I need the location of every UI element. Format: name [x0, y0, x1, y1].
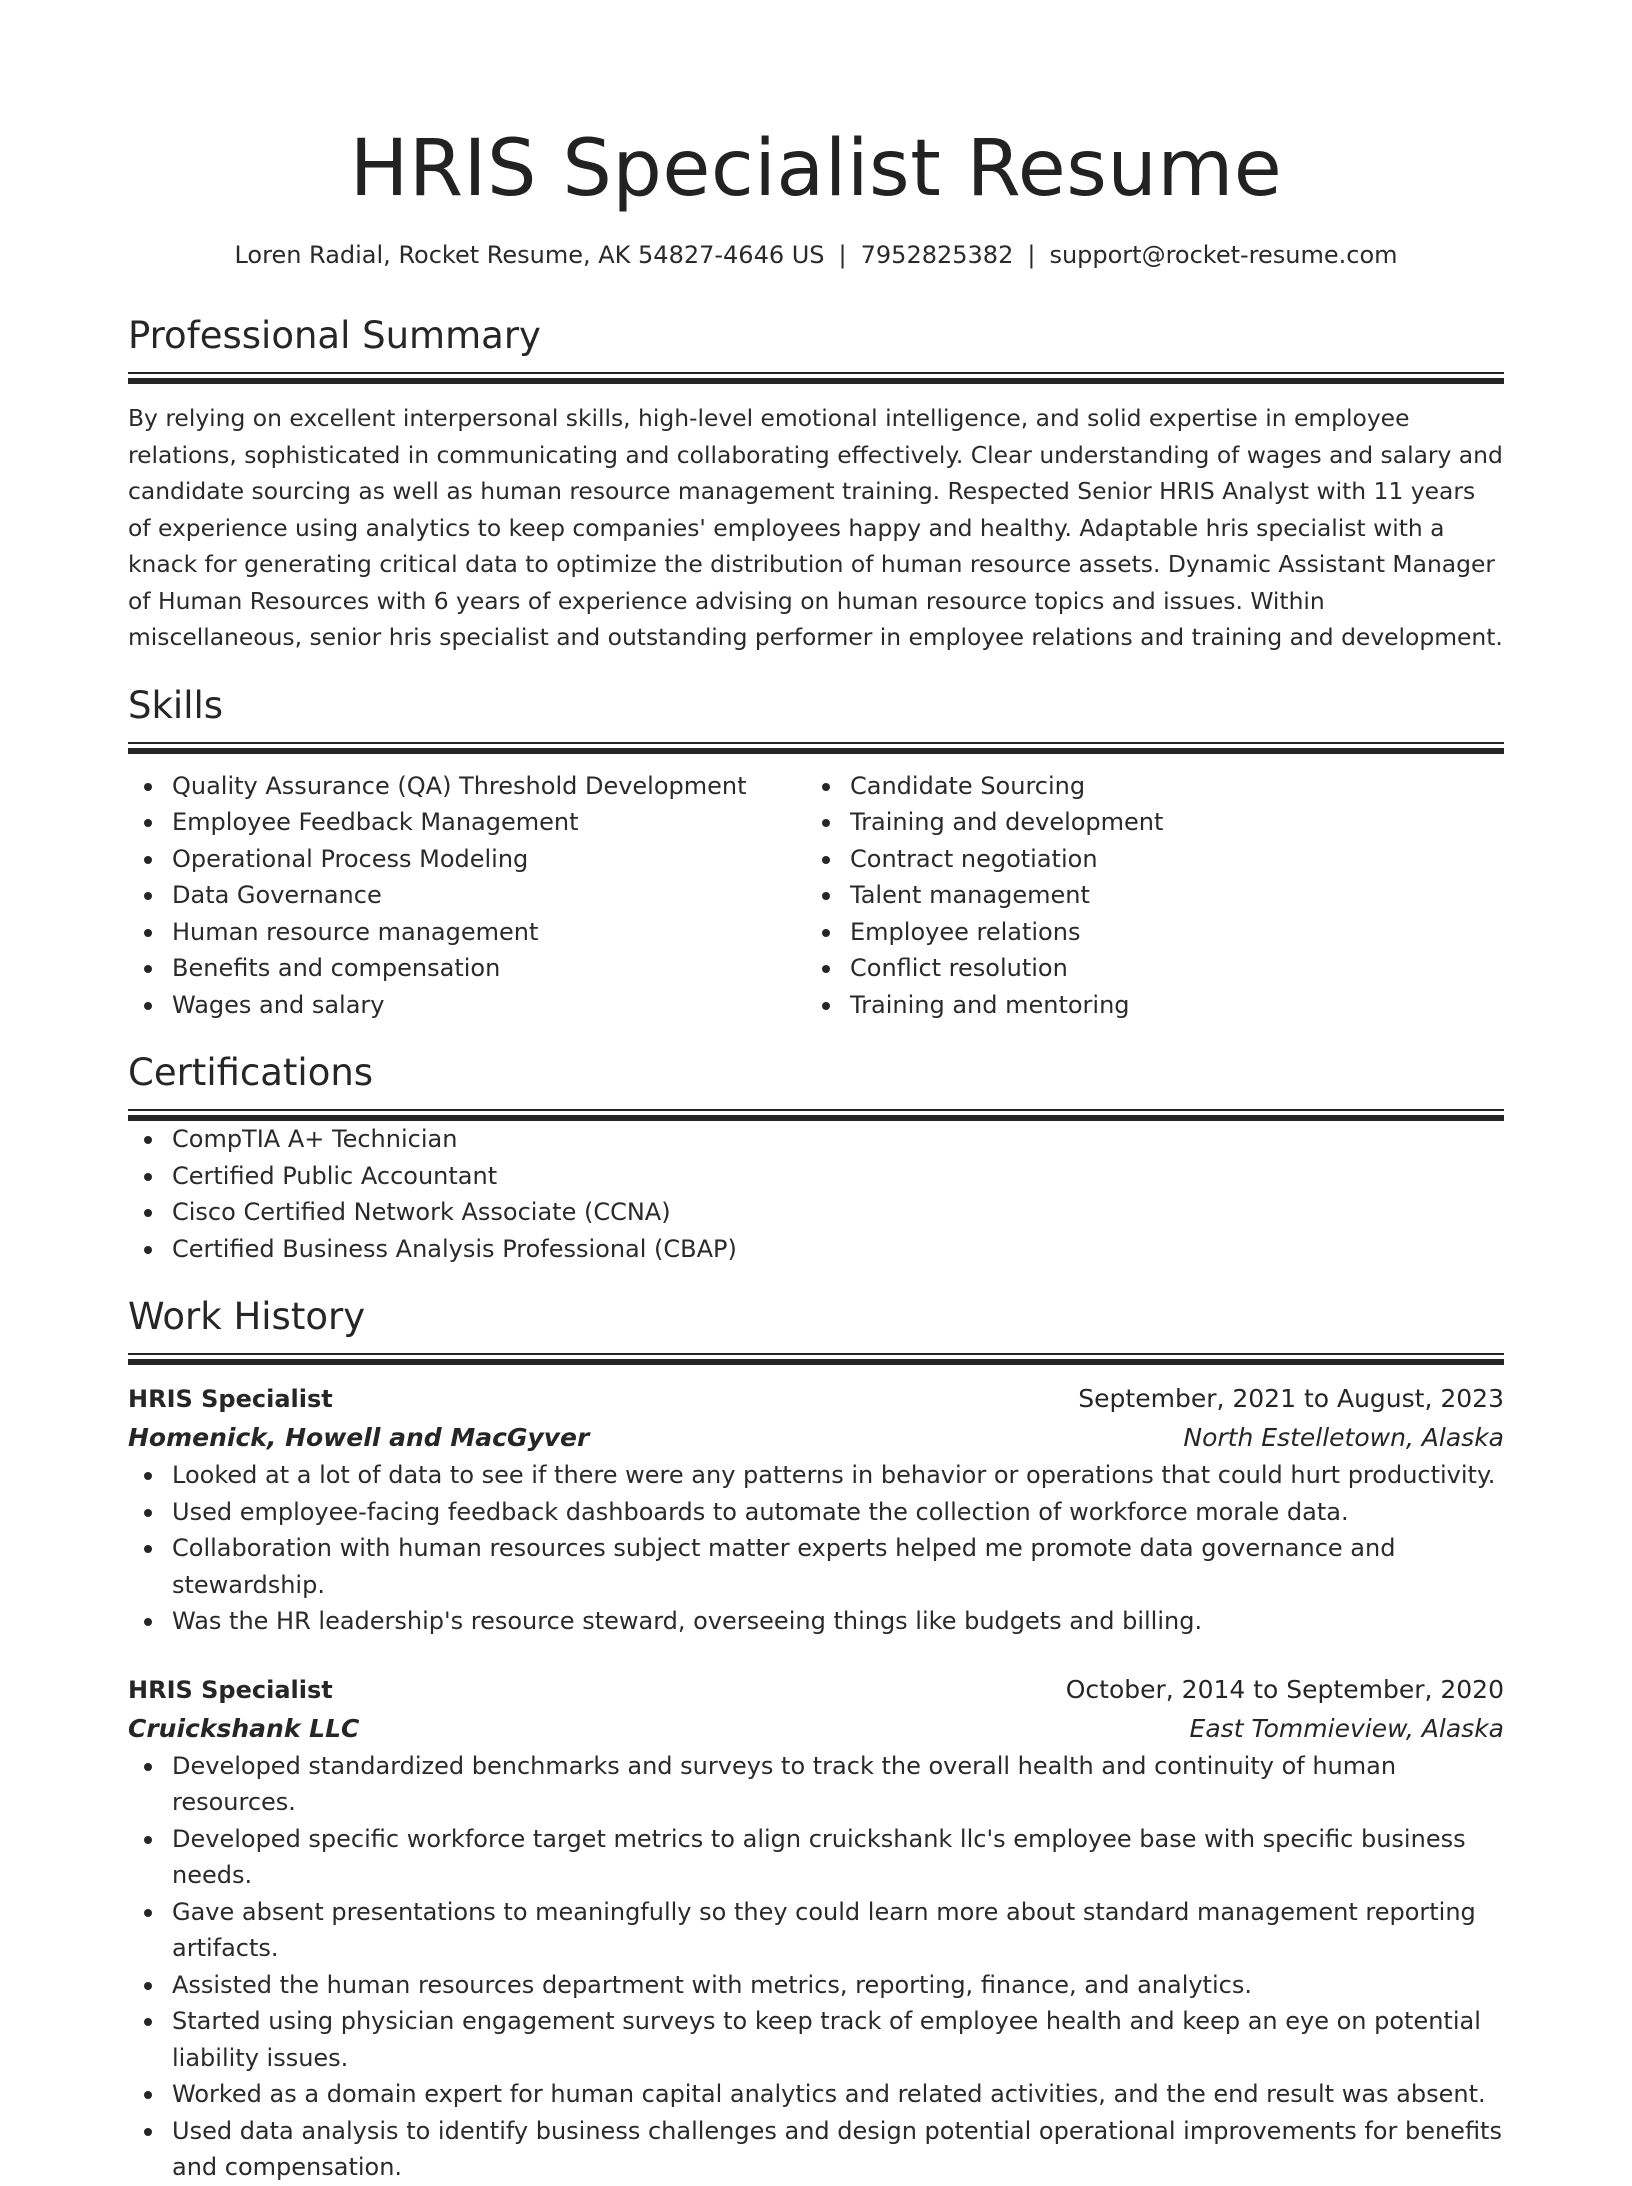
job-duty-item: Gave absent presentations to meaningfully so they could learn more about standard management reporting artifacts.	[128, 1894, 1504, 1967]
section-heading-certifications: Certifications	[128, 1051, 374, 1094]
job-location: East Tommieview, Alaska	[1189, 1713, 1504, 1743]
certification-item: Certified Business Analysis Professional (CBAP)	[128, 1231, 1504, 1268]
job-dates: October, 2014 to September, 2020	[1065, 1674, 1504, 1704]
resume-title: HRIS Specialist Resume	[349, 124, 1283, 214]
section-divider	[128, 742, 1504, 754]
job-header	[128, 1670, 1504, 1710]
contact-phone: 7952825382	[860, 241, 1014, 269]
job-duty-item: Developed standardized benchmarks and surveys to track the overall health and continuity of human resources.	[128, 1748, 1504, 1821]
contact-line	[128, 237, 1504, 273]
job-duties-list	[128, 1748, 1504, 2186]
skills-list-right	[806, 768, 1484, 1024]
job-duty-item: Started using physician engagement surveys to keep track of employee health and keep an eye on potential liability issues.	[128, 2003, 1504, 2076]
section-heading-work-history: Work History	[128, 1295, 366, 1338]
job-title: HRIS Specialist	[128, 1385, 333, 1413]
skill-item: Operational Process Modeling	[128, 841, 806, 878]
skills-list-left	[128, 768, 806, 1024]
job-duties-list	[128, 1457, 1504, 1640]
job-duty-item: Worked as a domain expert for human capital analytics and related activities, and the end result was absent.	[128, 2076, 1504, 2113]
job-entry	[128, 1670, 1504, 2186]
job-duty-item: Collaboration with human resources subject matter experts helped me promote data governance and stewardship.	[128, 1530, 1504, 1603]
summary-text: By relying on excellent interpersonal skills, high-level emotional intelligence, and solid expertise in employee relations, sophisticated in communicating and collaborating effectively. Clear understanding of wages and salary and candidate sourcing as well as human resource management training. Respected Senior HRIS Analyst with 11 years of experience using analytics to keep companies' employees happy and healthy. Adaptable hris specialist with a knack for generating critical data to optimize the distribution of human resource assets. Dynamic Assistant Manager of Human Resources with 6 years of experience advising on human resource topics and issues. Within miscellaneous, senior hris specialist and outstanding performer in employee relations and training and development.	[128, 404, 1503, 651]
skill-item: Candidate Sourcing	[806, 768, 1484, 805]
section-heading-skills: Skills	[128, 683, 224, 727]
skills-section	[128, 682, 1504, 1024]
skill-item: Employee relations	[806, 914, 1484, 951]
contact-separator: |	[1027, 241, 1036, 269]
section-divider	[128, 1353, 1504, 1365]
section-divider	[128, 1109, 1504, 1121]
job-company: Cruickshank LLC	[128, 1713, 360, 1743]
job-location: North Estelletown, Alaska	[1183, 1423, 1504, 1452]
job-subheader	[128, 1419, 1504, 1457]
job-duty-item: Used employee-facing feedback dashboards to automate the collection of workforce morale data.	[128, 1494, 1504, 1531]
job-duty-item: Looked at a lot of data to see if there were any patterns in behavior or operations that could hurt productivity.	[128, 1457, 1504, 1494]
job-subheader	[128, 1710, 1504, 1748]
certification-item: CompTIA A+ Technician	[128, 1121, 1504, 1158]
certifications-section	[128, 1049, 1504, 1267]
contact-separator: |	[838, 241, 847, 269]
job-duty-item: Used data analysis to identify business challenges and design potential operational improvements for benefits and compensation.	[128, 2113, 1504, 2186]
job-company: Homenick, Howell and MacGyver	[128, 1423, 590, 1452]
skill-item: Talent management	[806, 877, 1484, 914]
skill-item: Training and mentoring	[806, 987, 1484, 1024]
skill-item: Quality Assurance (QA) Threshold Development	[128, 768, 806, 805]
resume-page	[128, 0, 1504, 2186]
skill-item: Employee Feedback Management	[128, 804, 806, 841]
summary-section	[128, 312, 1504, 656]
skill-item: Benefits and compensation	[128, 950, 806, 987]
job-dates: September, 2021 to August, 2023	[1078, 1384, 1504, 1413]
skills-columns	[128, 768, 1504, 1024]
job-duty-item: Was the HR leadership's resource steward, overseeing things like budgets and billing.	[128, 1603, 1504, 1640]
job-header	[128, 1379, 1504, 1419]
certification-item: Certified Public Accountant	[128, 1158, 1504, 1195]
skill-item: Wages and salary	[128, 987, 806, 1024]
certification-item: Cisco Certified Network Associate (CCNA)	[128, 1194, 1504, 1231]
skill-item: Training and development	[806, 804, 1484, 841]
skill-item: Data Governance	[128, 877, 806, 914]
section-heading-summary: Professional Summary	[128, 314, 541, 357]
job-title: HRIS Specialist	[128, 1675, 333, 1704]
skill-item: Human resource management	[128, 914, 806, 951]
contact-email: support@rocket-resume.com	[1049, 241, 1398, 269]
job-duty-item: Developed specific workforce target metrics to align cruickshank llc's employee base with specific business needs.	[128, 1821, 1504, 1894]
skill-item: Conflict resolution	[806, 950, 1484, 987]
section-divider	[128, 372, 1504, 384]
certifications-list	[128, 1121, 1504, 1267]
job-duty-item: Assisted the human resources department with metrics, reporting, finance, and analytics.	[128, 1967, 1504, 2004]
skill-item: Contract negotiation	[806, 841, 1484, 878]
job-entry	[128, 1379, 1504, 1640]
work-history-section	[128, 1293, 1504, 2186]
contact-address: Loren Radial, Rocket Resume, AK 54827-4646 US	[234, 241, 825, 269]
